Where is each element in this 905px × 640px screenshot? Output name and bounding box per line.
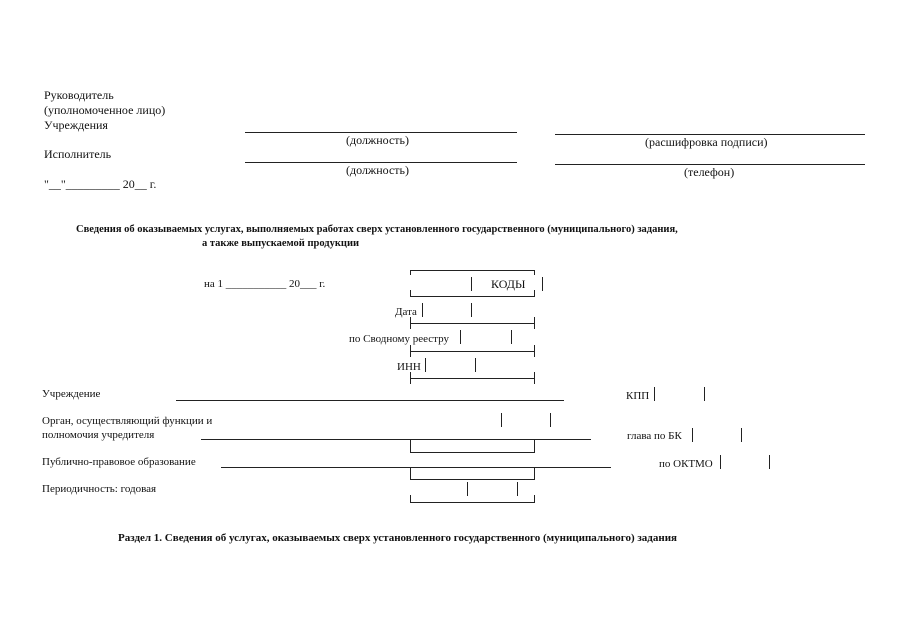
codes-header: КОДЫ	[491, 277, 526, 291]
bk-chapter-label: глава по БК	[627, 430, 682, 442]
inn-cell[interactable]	[475, 358, 476, 372]
codes-tick	[410, 372, 411, 384]
codes-line	[410, 479, 535, 480]
codes-line	[410, 351, 535, 352]
periodicity-cell[interactable]	[467, 482, 468, 496]
date-code-cell[interactable]	[471, 303, 472, 317]
date-code-label: Дата	[395, 306, 417, 318]
codes-sep	[471, 277, 472, 291]
codes-tick	[410, 495, 411, 502]
codes-tick	[410, 345, 411, 357]
codes-tick	[534, 467, 535, 479]
registry-code-cell[interactable]	[511, 330, 512, 344]
head-label-line2: (уполномоченное лицо)	[44, 103, 166, 117]
institution-label: Учреждение	[42, 388, 101, 400]
organ-input-line[interactable]	[201, 439, 591, 440]
codes-box-top	[410, 270, 535, 271]
registry-code-cell[interactable]	[460, 330, 461, 344]
codes-line	[410, 378, 535, 379]
codes-tick	[410, 270, 411, 275]
codes-tick	[534, 270, 535, 275]
codes-tick	[410, 467, 411, 479]
bk-cell[interactable]	[741, 428, 742, 442]
executor-label: Исполнитель	[44, 147, 112, 161]
periodicity-label: Периодичность: годовая	[42, 483, 157, 495]
report-title-line2: а также выпускаемой продукции	[202, 238, 360, 249]
head-label-line1: Руководитель	[44, 88, 114, 102]
codes-tick	[410, 440, 411, 452]
organ-label-line2: полномочия учредителя	[42, 429, 155, 441]
bk-cell[interactable]	[692, 428, 693, 442]
oktmo-label: по ОКТМО	[659, 458, 713, 470]
codes-line	[410, 452, 535, 453]
public-entity-label: Публично-правовое образование	[42, 456, 196, 468]
codes-tick	[534, 290, 535, 296]
signature-decode-caption: (расшифровка подписи)	[645, 135, 768, 149]
public-entity-input-line[interactable]	[221, 467, 611, 468]
codes-tick	[410, 290, 411, 296]
codes-line	[410, 296, 535, 297]
codes-sep	[542, 277, 543, 291]
section1-title: Раздел 1. Сведения об услугах, оказываемых сверх установленного государственного (муниципального) задания	[118, 532, 677, 544]
registry-code-label: по Сводному реестру	[349, 333, 449, 345]
date-code-cell[interactable]	[422, 303, 423, 317]
codes-tick	[534, 372, 535, 384]
position-caption: (должность)	[346, 133, 409, 147]
codes-tick	[534, 495, 535, 502]
phone-caption: (телефон)	[684, 165, 735, 179]
organ-cell[interactable]	[550, 413, 551, 427]
date-line: "__"_________ 20__ г.	[44, 177, 157, 191]
oktmo-cell[interactable]	[720, 455, 721, 469]
codes-line	[410, 323, 535, 324]
kpp-cell[interactable]	[704, 387, 705, 401]
institution-input-line[interactable]	[176, 400, 564, 401]
kpp-label: КПП	[626, 390, 650, 402]
codes-tick	[410, 317, 411, 329]
on-date-label: на 1 ___________ 20___ г.	[204, 278, 326, 290]
inn-label: ИНН	[397, 361, 421, 373]
codes-tick	[534, 317, 535, 329]
periodicity-cell[interactable]	[517, 482, 518, 496]
inn-cell[interactable]	[425, 358, 426, 372]
report-title-line1: Сведения об оказываемых услугах, выполняемых работах сверх установленного государственного (муниципального) задания,	[76, 224, 678, 235]
organ-label-line1: Орган, осуществляющий функции и	[42, 415, 213, 427]
codes-box-bottom	[410, 502, 535, 503]
organ-cell[interactable]	[501, 413, 502, 427]
head-label-line3: Учреждения	[44, 118, 108, 132]
codes-tick	[534, 440, 535, 452]
oktmo-cell[interactable]	[769, 455, 770, 469]
codes-tick	[534, 345, 535, 357]
position-caption-2: (должность)	[346, 163, 409, 177]
kpp-cell[interactable]	[654, 387, 655, 401]
